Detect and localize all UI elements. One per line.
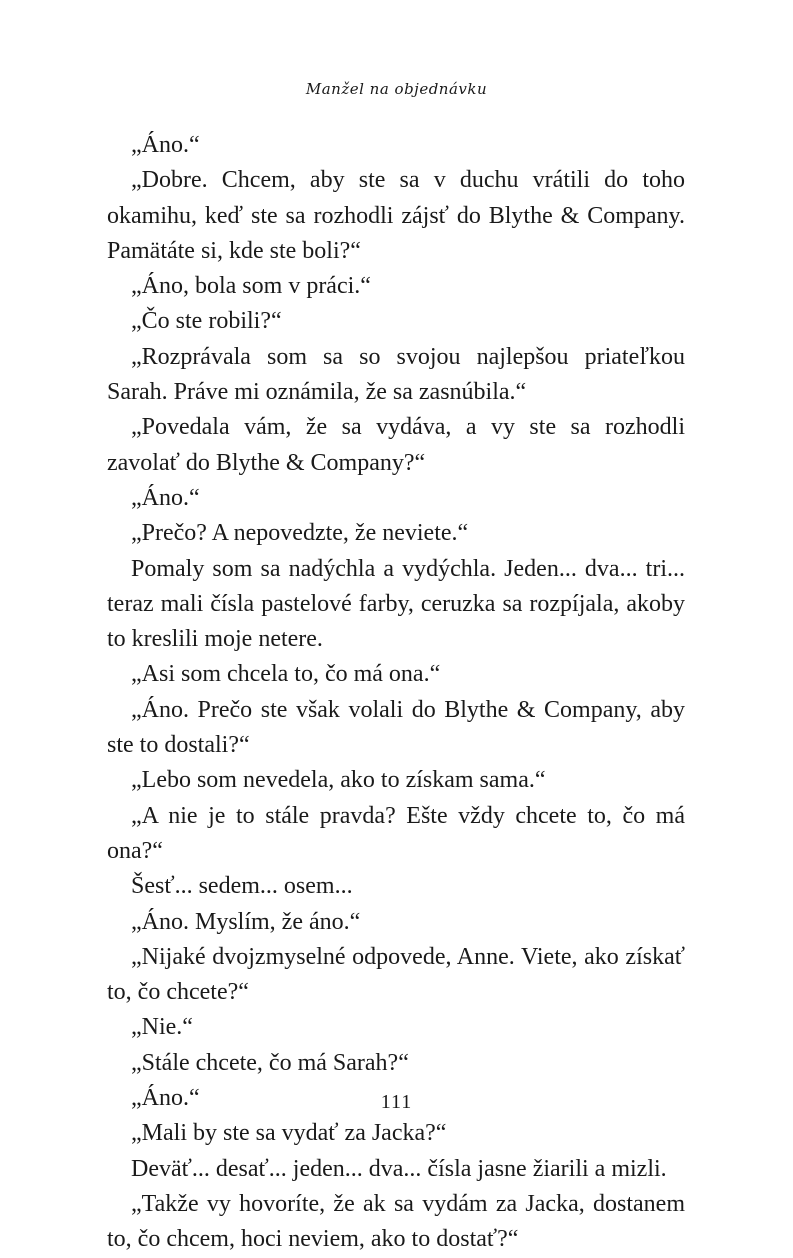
paragraph: „Dobre. Chcem, aby ste sa v duchu vrátili do toho okamihu, keď ste sa rozhodli zájsť do Blythe & Company. Pamätáte si, kde ste boli?“ <box>107 167 685 264</box>
paragraph: „Áno. Prečo ste však volali do Blythe & Company, aby ste to dostali?“ <box>107 696 685 759</box>
paragraph: Šesť... sedem... osem... <box>131 873 353 900</box>
paragraph: „Áno.“ <box>131 484 200 511</box>
paragraph: „Áno.“ <box>131 1085 200 1112</box>
page-number: 111 <box>380 1091 413 1113</box>
paragraph: „Povedala vám, že sa vydáva, a vy ste sa rozhodli zavolať do Blythe & Company?“ <box>107 414 685 476</box>
paragraph: „Stále chcete, čo má Sarah?“ <box>131 1049 409 1076</box>
paragraph: „Áno, bola som v práci.“ <box>131 273 371 300</box>
paragraph: „Čo ste robili?“ <box>131 308 282 335</box>
paragraph: „Nie.“ <box>131 1014 193 1041</box>
paragraph: Deväť... desať... jeden... dva... čísla jasne žiarili a mizli. <box>131 1155 667 1182</box>
paragraph: „Áno. Myslím, že áno.“ <box>131 908 361 935</box>
paragraph: „A nie je to stále pravda? Ešte vždy chcete to, čo má ona?“ <box>107 802 685 864</box>
paragraph: „Áno.“ <box>131 132 200 158</box>
body-text <box>107 128 685 1258</box>
running-head: Manžel na objednávku <box>305 80 488 98</box>
paragraph: „Nijaké dvojzmyselné odpovede, Anne. Viete, ako získať to, čo chcete?“ <box>107 943 685 1006</box>
paragraph: „Asi som chcela to, čo má ona.“ <box>131 661 441 688</box>
paragraph: „Rozprávala som sa so svojou najlepšou priateľkou Sarah. Práve mi oznámila, že sa zasnúbila.“ <box>107 343 685 406</box>
paragraph: „Mali by ste sa vydať za Jacka?“ <box>131 1120 447 1147</box>
paragraph: „Lebo som nevedela, ako to získam sama.“ <box>131 767 546 794</box>
paragraph: „Takže vy hovoríte, že ak sa vydám za Jacka, dostanem to, čo chcem, hoci neviem, ako to dostať?“ <box>107 1190 685 1253</box>
paragraph: Pomaly som sa nadýchla a vydýchla. Jeden... dva... tri... teraz mali čísla pastelové farby, ceruzka sa rozpíjala, akoby to kreslili moje netere. <box>107 555 685 653</box>
paragraph: „Prečo? A nepovedzte, že neviete.“ <box>131 520 469 547</box>
